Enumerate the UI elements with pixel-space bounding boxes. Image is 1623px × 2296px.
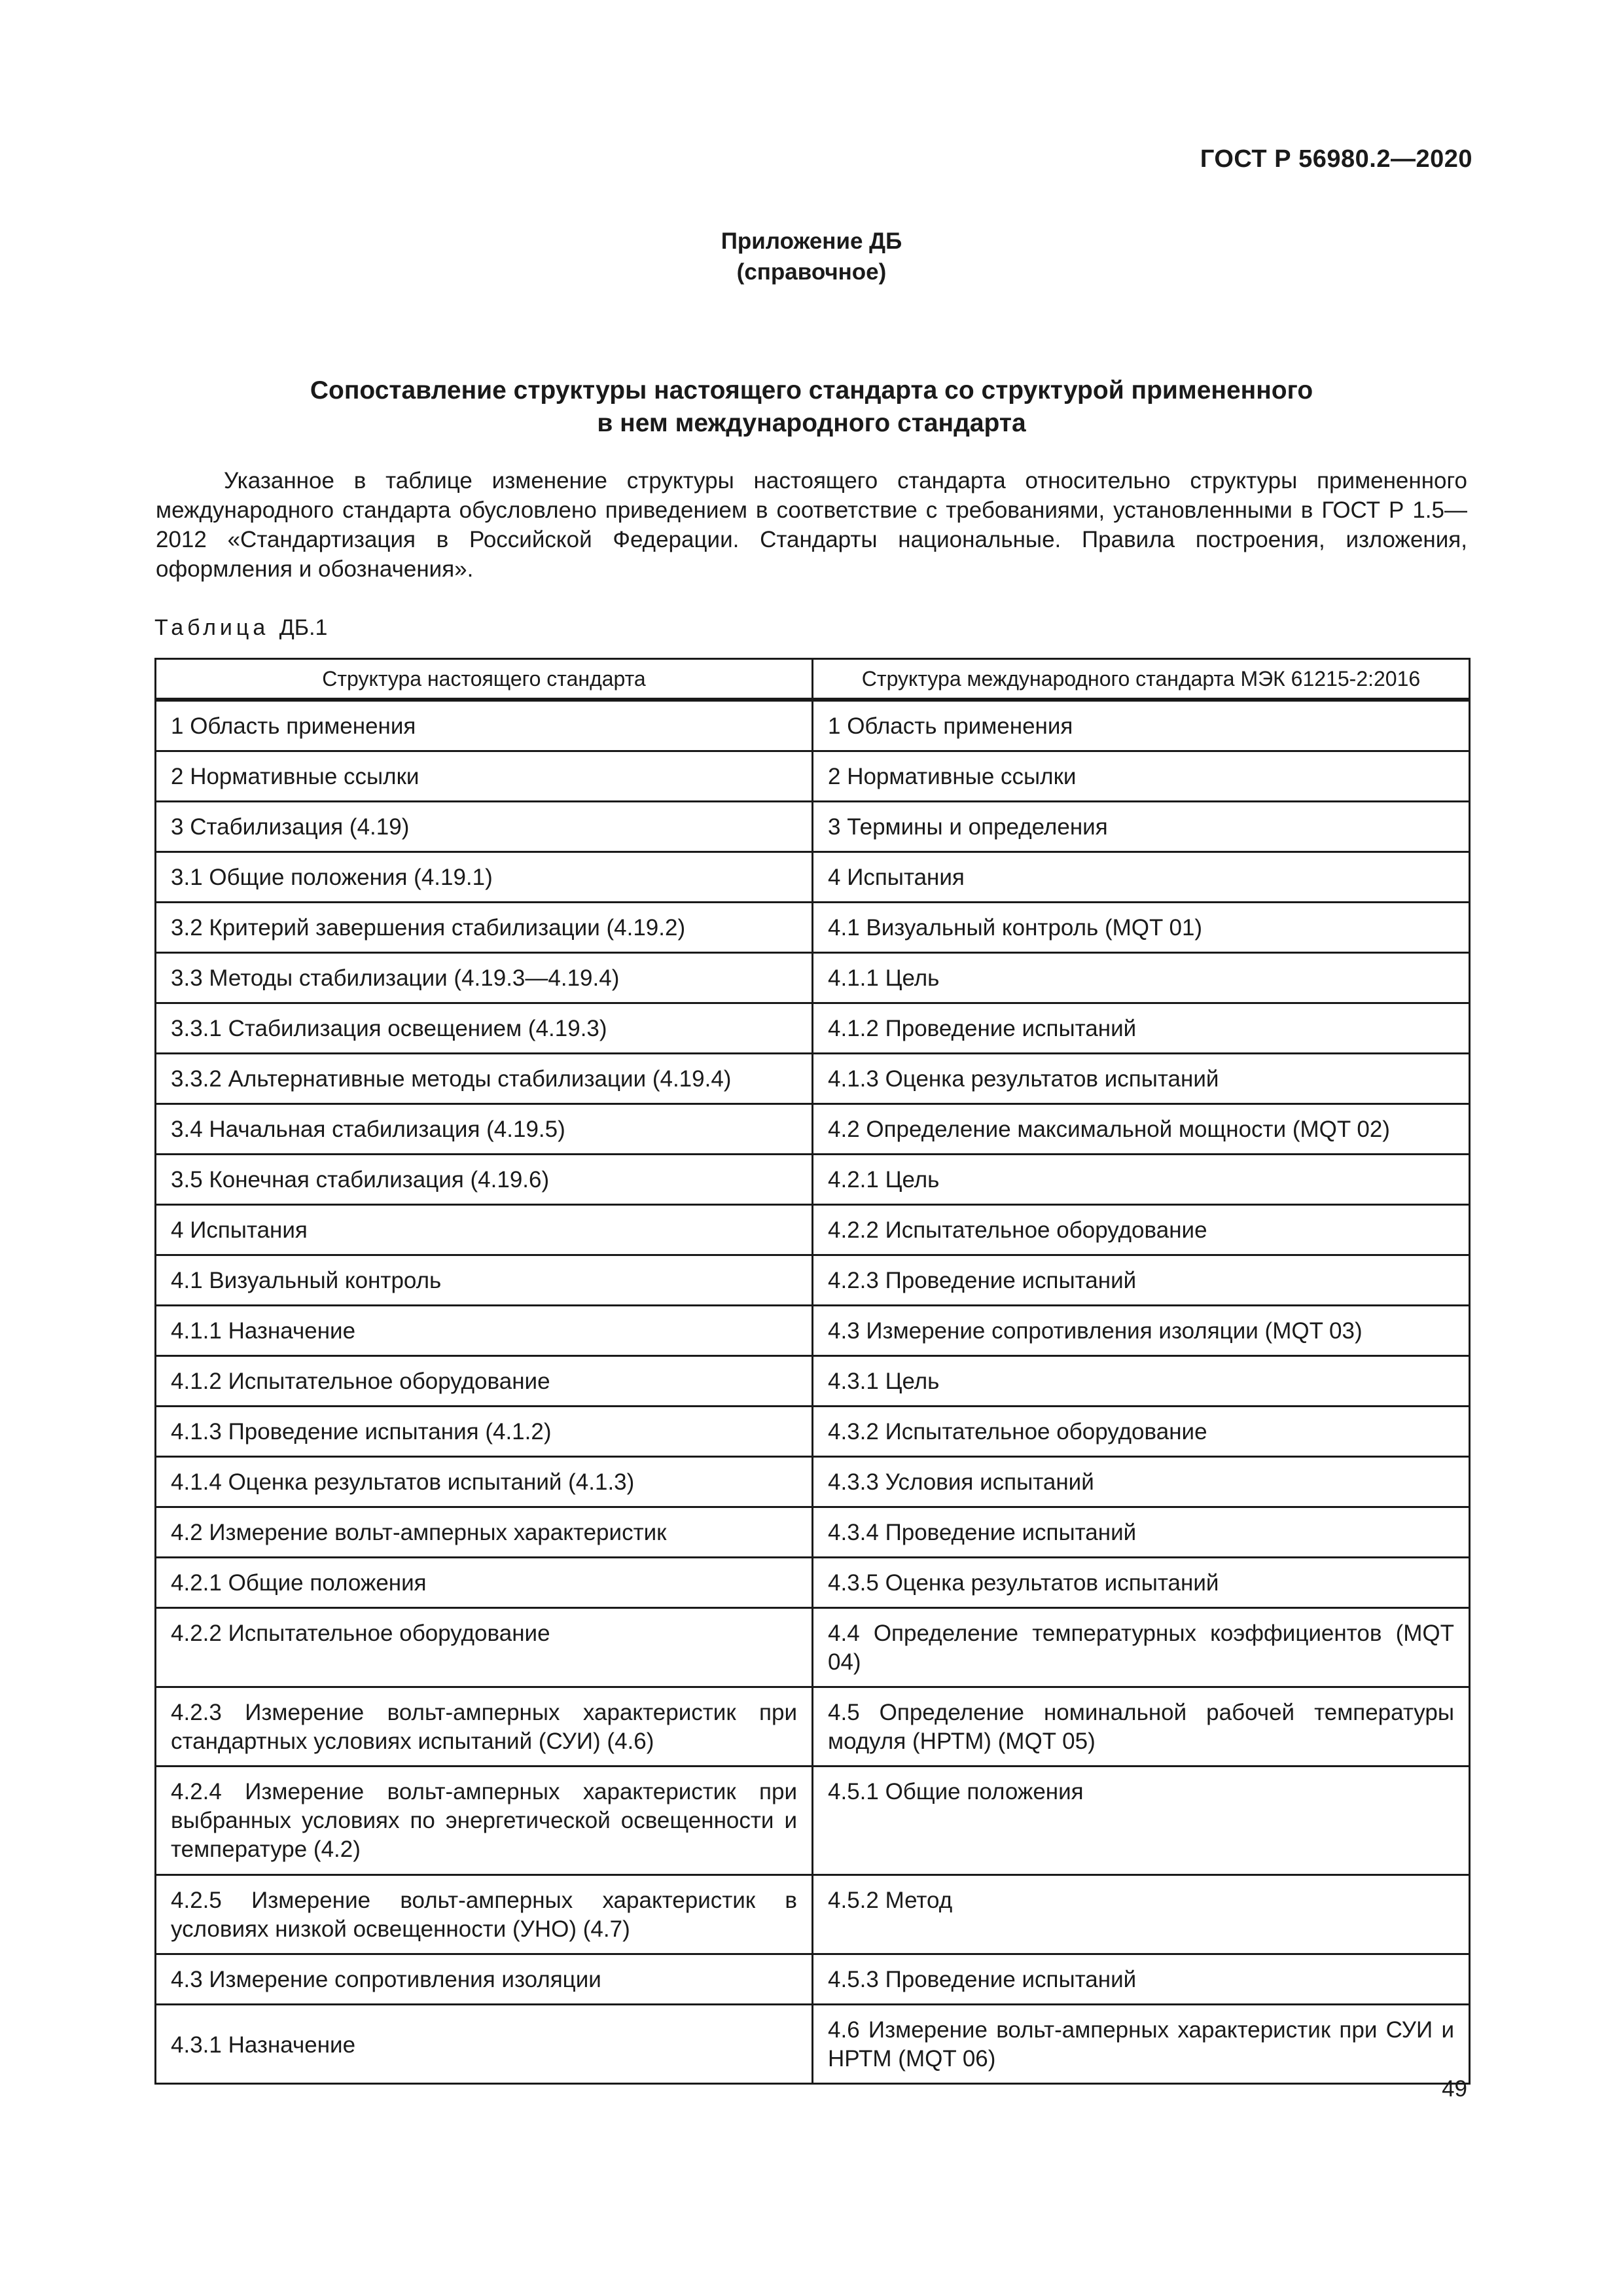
table-row <box>156 1608 1470 1687</box>
appendix-title: Приложение ДБ <box>721 228 902 254</box>
table-row <box>156 1356 1470 1407</box>
page-number: 49 <box>1442 2076 1467 2102</box>
table-row <box>156 1407 1470 1457</box>
table-row <box>156 2005 1470 2084</box>
table-cell-national: 4.3 Измерение сопротивления изоляции <box>156 1954 813 2005</box>
table-cell-international: 2 Нормативные ссылки <box>813 751 1470 802</box>
table-row <box>156 1205 1470 1255</box>
table-row <box>156 1457 1470 1507</box>
table-cell-national: 4.2.3 Измерение вольт-амперных характеристик при стандартных условиях испытаний (СУИ) (4.6) <box>156 1687 813 1767</box>
table-row <box>156 802 1470 852</box>
section-heading-line-2: в нем международного стандарта <box>597 409 1026 437</box>
table-header-row <box>156 659 1470 700</box>
table-cell-international: 4.2 Определение максимальной мощности (MQT 02) <box>813 1104 1470 1155</box>
table-cell-international: 4.3.2 Испытательное оборудование <box>813 1407 1470 1457</box>
table-row <box>156 852 1470 903</box>
table-cell-international: 1 Область применения <box>813 700 1470 751</box>
table-row <box>156 1155 1470 1205</box>
table-cell-international: 4.3.3 Условия испытаний <box>813 1457 1470 1507</box>
table-cell-national: 4.1.1 Назначение <box>156 1306 813 1356</box>
column-header-national: Структура настоящего стандарта <box>156 659 813 700</box>
table-row <box>156 1255 1470 1306</box>
table-caption-number: ДБ.1 <box>279 615 328 640</box>
table-cell-international: 4.1 Визуальный контроль (MQT 01) <box>813 903 1470 953</box>
table-cell-international: 4.5.2 Метод <box>813 1875 1470 1954</box>
table-cell-national: 3 Стабилизация (4.19) <box>156 802 813 852</box>
table-cell-international: 4.1.2 Проведение испытаний <box>813 1003 1470 1054</box>
table-cell-national: 3.1 Общие положения (4.19.1) <box>156 852 813 903</box>
table-cell-national: 4.2.1 Общие положения <box>156 1558 813 1608</box>
intro-paragraph <box>156 466 1467 584</box>
table-cell-national: 4 Испытания <box>156 1205 813 1255</box>
table-cell-international: 4.1.1 Цель <box>813 953 1470 1003</box>
table-cell-international: 4.5.1 Общие положения <box>813 1767 1470 1875</box>
table-cell-national: 3.5 Конечная стабилизация (4.19.6) <box>156 1155 813 1205</box>
document-code: ГОСТ Р 56980.2—2020 <box>1200 145 1472 173</box>
table-row <box>156 953 1470 1003</box>
table-row <box>156 1054 1470 1104</box>
table-caption-label: Таблица <box>154 615 270 640</box>
table-row <box>156 1767 1470 1875</box>
table-cell-national: 4.3.1 Назначение <box>156 2005 813 2084</box>
table-cell-national: 1 Область применения <box>156 700 813 751</box>
table-cell-international: 4.1.3 Оценка результатов испытаний <box>813 1054 1470 1104</box>
table-caption <box>154 615 327 641</box>
table-cell-international: 4.3 Измерение сопротивления изоляции (MQT 03) <box>813 1306 1470 1356</box>
table-row <box>156 1003 1470 1054</box>
table-cell-national: 3.4 Начальная стабилизация (4.19.5) <box>156 1104 813 1155</box>
table-row <box>156 1954 1470 2005</box>
table-row <box>156 1687 1470 1767</box>
table-cell-national: 3.3.1 Стабилизация освещением (4.19.3) <box>156 1003 813 1054</box>
table-cell-national: 3.3 Методы стабилизации (4.19.3—4.19.4) <box>156 953 813 1003</box>
table-cell-international: 4.5.3 Проведение испытаний <box>813 1954 1470 2005</box>
table-row <box>156 1306 1470 1356</box>
table-row <box>156 1875 1470 1954</box>
table-cell-international: 3 Термины и определения <box>813 802 1470 852</box>
structure-comparison-table <box>154 658 1471 2085</box>
table-cell-international: 4.3.1 Цель <box>813 1356 1470 1407</box>
table-cell-national: 4.1.3 Проведение испытания (4.1.2) <box>156 1407 813 1457</box>
table-cell-national: 3.3.2 Альтернативные методы стабилизации (4.19.4) <box>156 1054 813 1104</box>
table-cell-international: 4.4 Определение температурных коэффициентов (MQT 04) <box>813 1608 1470 1687</box>
table-cell-national: 4.2.4 Измерение вольт-амперных характеристик при выбранных условиях по энергетической освещенности и температуре (4.2) <box>156 1767 813 1875</box>
intro-text: Указанное в таблице изменение структуры настоящего стандарта относительно структуры примененного международного стандарта обусловлено приведением в соответствие с требованиями, установленными в ГОСТ Р 1.5—2012 «Стандартизация в Российской Федерации. Стандарты национальные. Правила построения, изложения, оформления и обозначения». <box>156 468 1467 582</box>
section-heading-line-1: Сопоставление структуры настоящего стандарта со структурой примененного <box>310 376 1313 404</box>
table-cell-international: 4.5 Определение номинальной рабочей температуры модуля (НРТМ) (MQT 05) <box>813 1687 1470 1767</box>
table-cell-international: 4 Испытания <box>813 852 1470 903</box>
table-row <box>156 700 1470 751</box>
table-cell-international: 4.6 Измерение вольт-амперных характеристик при СУИ и НРТМ (MQT 06) <box>813 2005 1470 2084</box>
column-header-international: Структура международного стандарта МЭК 61215-2:2016 <box>813 659 1470 700</box>
table-cell-international: 4.2.3 Проведение испытаний <box>813 1255 1470 1306</box>
table-cell-international: 4.2.1 Цель <box>813 1155 1470 1205</box>
table-cell-national: 3.2 Критерий завершения стабилизации (4.19.2) <box>156 903 813 953</box>
table-cell-national: 4.2.5 Измерение вольт-амперных характеристик в условиях низкой освещенности (УНО) (4.7) <box>156 1875 813 1954</box>
table-row <box>156 1104 1470 1155</box>
table-row <box>156 751 1470 802</box>
table-cell-national: 4.1 Визуальный контроль <box>156 1255 813 1306</box>
table-cell-international: 4.3.5 Оценка результатов испытаний <box>813 1558 1470 1608</box>
table-cell-national: 4.2.2 Испытательное оборудование <box>156 1608 813 1687</box>
table-cell-international: 4.3.4 Проведение испытаний <box>813 1507 1470 1558</box>
table-row <box>156 1558 1470 1608</box>
appendix-kind: (справочное) <box>736 259 887 285</box>
table-cell-national: 4.1.4 Оценка результатов испытаний (4.1.3) <box>156 1457 813 1507</box>
table-row <box>156 1507 1470 1558</box>
table-cell-national: 2 Нормативные ссылки <box>156 751 813 802</box>
table-cell-international: 4.2.2 Испытательное оборудование <box>813 1205 1470 1255</box>
table-cell-national: 4.2 Измерение вольт-амперных характеристик <box>156 1507 813 1558</box>
table-cell-national: 4.1.2 Испытательное оборудование <box>156 1356 813 1407</box>
table-row <box>156 903 1470 953</box>
